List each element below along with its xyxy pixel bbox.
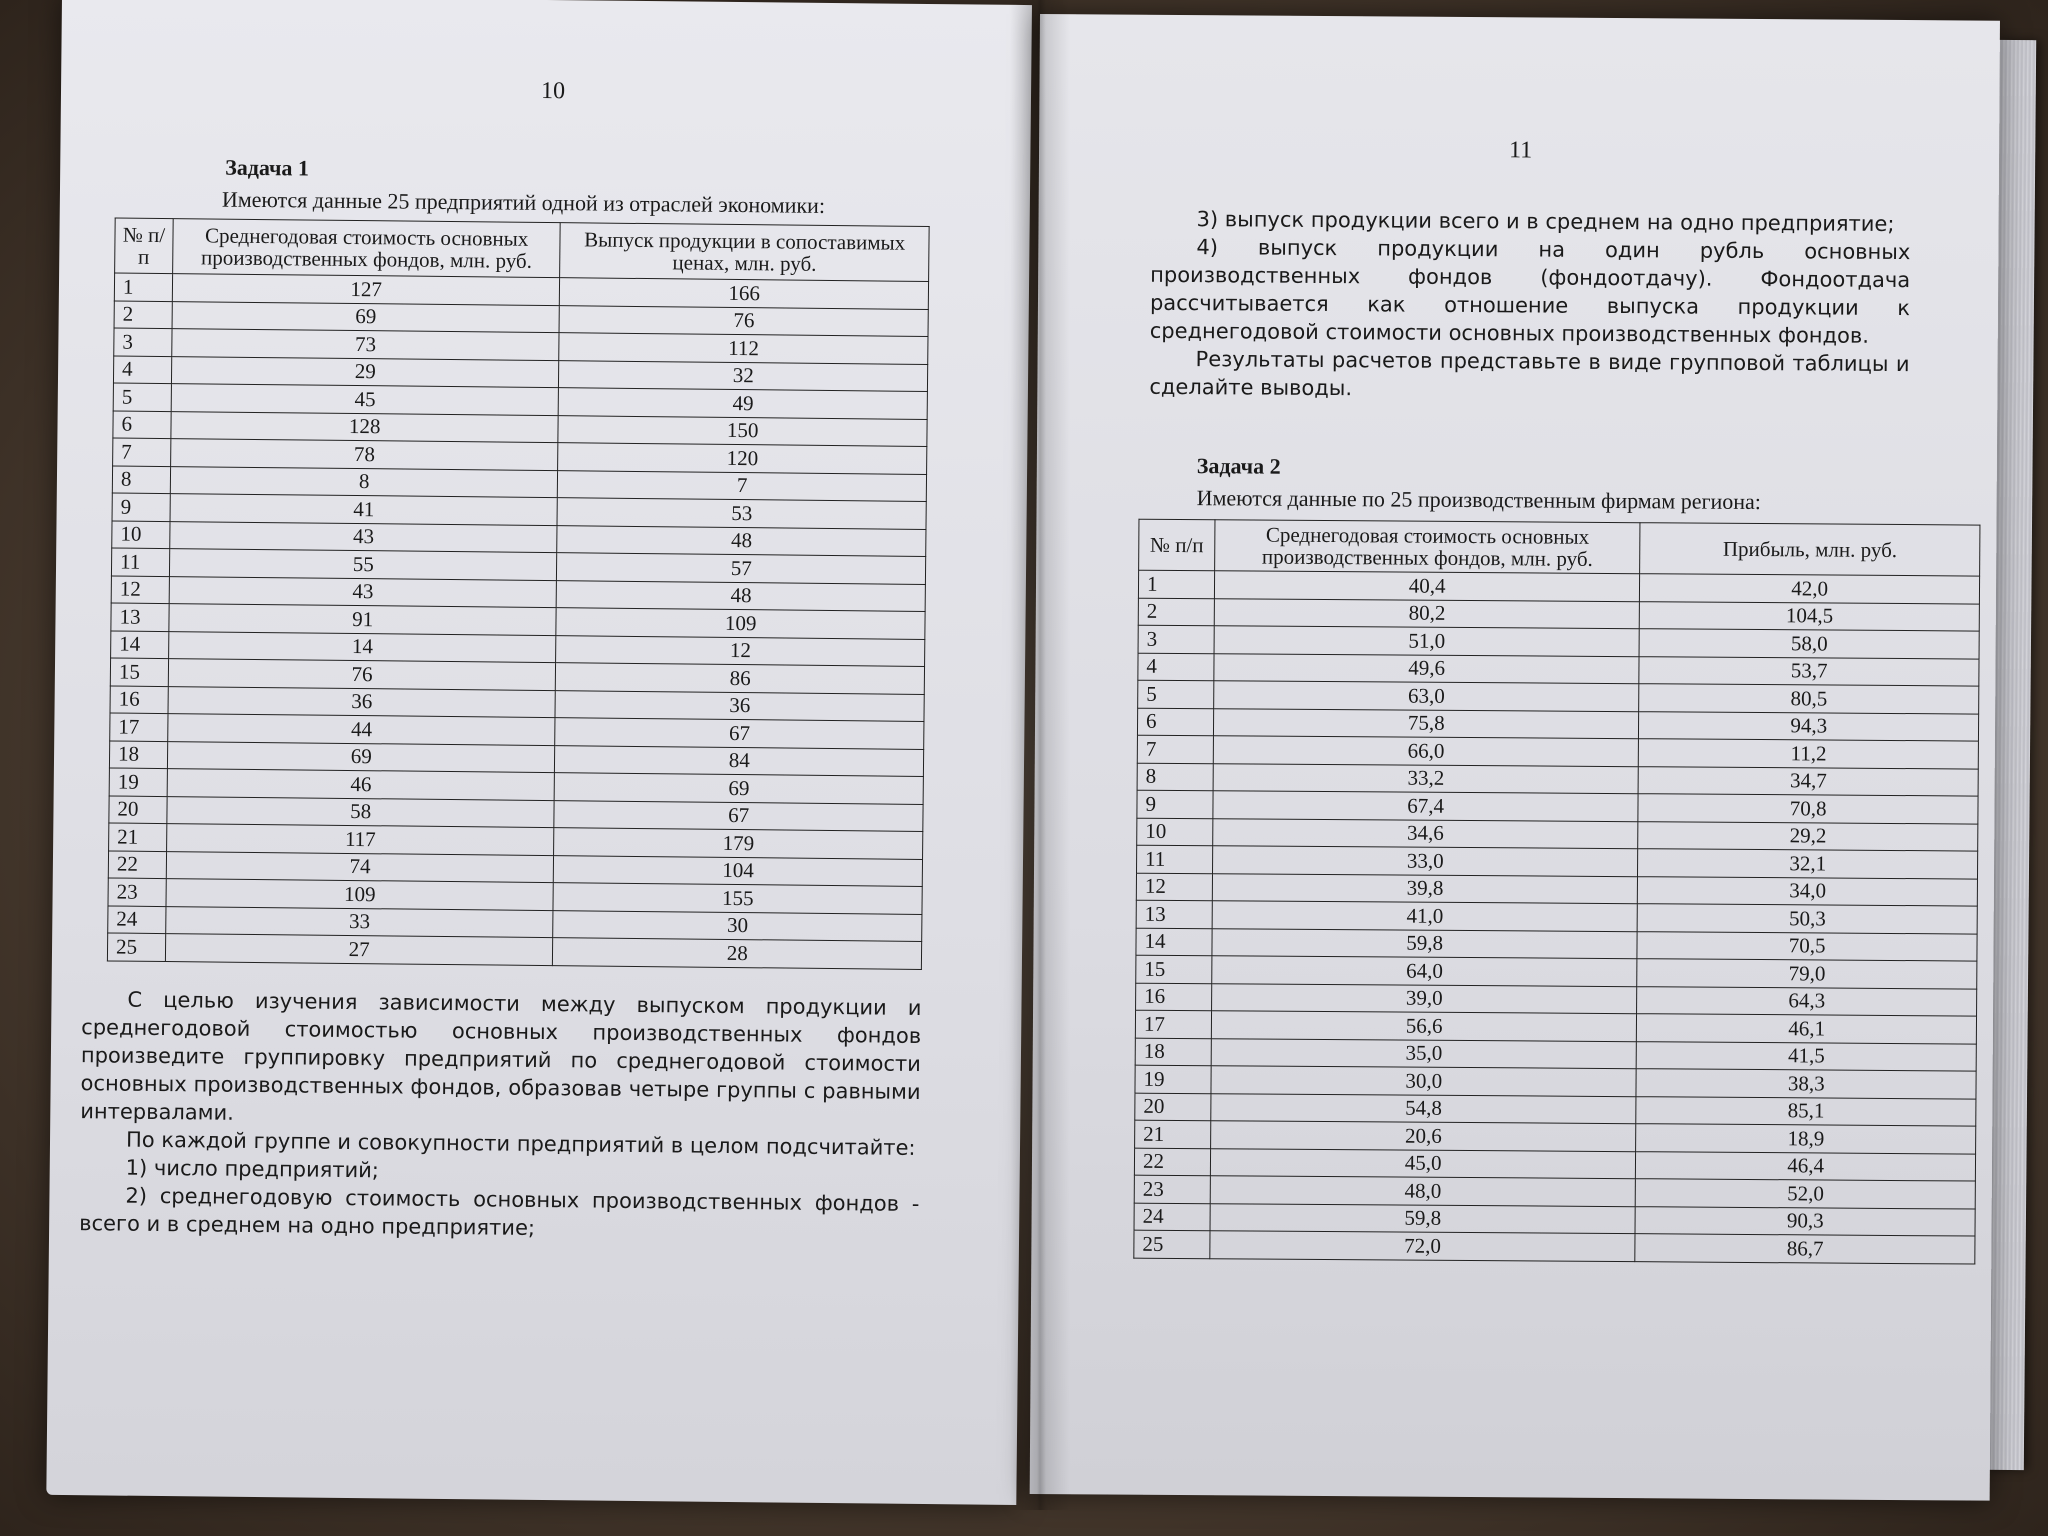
right-page — [1030, 14, 2000, 1501]
fixed-assets-cell: 40,4 — [1214, 571, 1640, 601]
fixed-assets-cell: 69 — [172, 301, 560, 333]
row-number-cell: 1 — [1138, 570, 1214, 598]
fixed-assets-cell: 55 — [169, 549, 557, 581]
row-number-cell: 24 — [1134, 1203, 1210, 1231]
task2-table — [1133, 519, 1980, 1264]
value-cell: 30 — [553, 910, 922, 941]
value-cell: 80,5 — [1639, 684, 1979, 714]
fixed-assets-cell: 39,8 — [1212, 873, 1638, 903]
value-cell: 38,3 — [1636, 1069, 1976, 1099]
fixed-assets-cell: 59,8 — [1212, 928, 1638, 958]
value-cell: 46,4 — [1636, 1151, 1976, 1181]
row-number-cell: 5 — [1138, 680, 1214, 708]
fixed-assets-cell: 41 — [170, 494, 558, 526]
fixed-assets-cell: 59,8 — [1210, 1203, 1636, 1233]
value-cell: 90,3 — [1635, 1206, 1975, 1236]
row-number-cell: 11 — [1137, 845, 1213, 873]
row-number-cell: 12 — [1136, 873, 1212, 901]
row-number-cell: 1 — [114, 273, 172, 301]
fixed-assets-cell: 34,6 — [1213, 818, 1639, 848]
value-cell: 85,1 — [1636, 1096, 1976, 1126]
table-header-row — [1139, 519, 1980, 576]
row-number-cell: 11 — [111, 548, 169, 576]
row-number-cell: 25 — [107, 933, 165, 961]
fixed-assets-cell: 127 — [172, 274, 560, 306]
row-number-cell: 3 — [1138, 625, 1214, 653]
row-number-cell: 12 — [111, 575, 169, 603]
page-number: 10 — [540, 77, 566, 105]
row-number-cell: 2 — [1138, 598, 1214, 626]
row-number-cell: 7 — [1137, 735, 1213, 763]
row-number-cell: 18 — [1135, 1038, 1211, 1066]
value-cell: 50,3 — [1638, 904, 1978, 934]
list-item: 3) выпуск продукции всего и в среднем на одно предприятие; — [1196, 207, 1895, 236]
fixed-assets-cell: 58 — [167, 796, 555, 828]
fixed-assets-cell: 33,0 — [1212, 846, 1638, 876]
table-header-row — [115, 218, 930, 282]
value-cell: 120 — [558, 443, 927, 474]
fixed-assets-cell: 49,6 — [1214, 653, 1640, 683]
column-header-fixed-assets: Среднегодовая стоимость основных производственных фондов, млн. руб. — [1215, 520, 1641, 574]
value-cell: 48 — [557, 580, 926, 611]
fixed-assets-cell: 45 — [171, 384, 559, 416]
value-cell: 79,0 — [1637, 959, 1977, 989]
value-cell: 109 — [556, 608, 925, 639]
row-number-cell: 19 — [109, 768, 167, 796]
fixed-assets-cell: 54,8 — [1211, 1093, 1637, 1123]
task1-text — [79, 985, 922, 1246]
row-number-cell: 13 — [111, 603, 169, 631]
value-cell: 104 — [554, 855, 923, 886]
row-number-cell: 22 — [108, 850, 166, 878]
row-number-cell: 14 — [1136, 928, 1212, 956]
column-header-number: № п/п — [115, 218, 174, 274]
row-number-cell: 17 — [110, 713, 168, 741]
fixed-assets-cell: 43 — [169, 576, 557, 608]
column-header-number: № п/п — [1139, 519, 1215, 571]
value-cell: 70,8 — [1638, 794, 1978, 824]
row-number-cell: 16 — [110, 685, 168, 713]
column-header-profit: Прибыль, млн. руб. — [1640, 523, 1980, 576]
value-cell: 52,0 — [1636, 1179, 1976, 1209]
column-header-output: Выпуск продукции в сопоставимых ценах, млн. руб. — [560, 223, 929, 282]
fixed-assets-cell: 69 — [167, 741, 555, 773]
row-number-cell: 17 — [1135, 1010, 1211, 1038]
row-number-cell: 14 — [111, 630, 169, 658]
row-number-cell: 21 — [1135, 1120, 1211, 1148]
value-cell: 48 — [557, 525, 926, 556]
value-cell: 150 — [558, 415, 927, 446]
fixed-assets-cell: 64,0 — [1212, 956, 1638, 986]
row-number-cell: 6 — [1137, 708, 1213, 736]
value-cell: 166 — [560, 278, 929, 309]
fixed-assets-cell: 78 — [171, 439, 559, 471]
fixed-assets-cell: 45,0 — [1210, 1148, 1636, 1178]
row-number-cell: 8 — [1137, 763, 1213, 791]
fixed-assets-cell: 48,0 — [1210, 1176, 1636, 1206]
row-number-cell: 25 — [1134, 1230, 1210, 1258]
row-number-cell: 8 — [112, 465, 170, 493]
fixed-assets-cell: 91 — [169, 604, 557, 636]
value-cell: 84 — [555, 745, 924, 776]
row-number-cell: 13 — [1136, 900, 1212, 928]
row-number-cell: 15 — [110, 658, 168, 686]
row-number-cell: 24 — [108, 905, 166, 933]
value-cell: 67 — [554, 800, 923, 831]
paragraph: С целью изучения зависимости между выпуском продукции и среднегодовой стоимостью основных производственных фондов произведите группировку предприятий по среднегодовой стоимости основных производственных фондов, образовав четыре группы с равными интервалами. — [80, 987, 922, 1125]
row-number-cell: 6 — [113, 410, 171, 438]
row-number-cell: 4 — [1138, 653, 1214, 681]
fixed-assets-cell: 117 — [167, 824, 555, 856]
value-cell: 57 — [557, 553, 926, 584]
fixed-assets-cell: 20,6 — [1211, 1121, 1637, 1151]
row-number-cell: 23 — [1134, 1175, 1210, 1203]
value-cell: 41,5 — [1637, 1041, 1977, 1071]
fixed-assets-cell: 33,2 — [1213, 763, 1639, 793]
fixed-assets-cell: 74 — [166, 851, 554, 883]
row-number-cell: 7 — [113, 438, 171, 466]
fixed-assets-cell: 43 — [170, 521, 558, 553]
value-cell: 64,3 — [1637, 986, 1977, 1016]
value-cell: 49 — [559, 388, 928, 419]
list-item: 1) число предприятий; — [125, 1155, 380, 1183]
row-number-cell: 15 — [1136, 955, 1212, 983]
row-number-cell: 22 — [1134, 1148, 1210, 1176]
fixed-assets-cell: 67,4 — [1213, 791, 1639, 821]
row-number-cell: 21 — [109, 823, 167, 851]
table-row — [1134, 1230, 1975, 1263]
fixed-assets-cell: 29 — [171, 356, 559, 388]
value-cell: 11,2 — [1639, 739, 1979, 769]
value-cell: 53 — [557, 498, 926, 529]
column-header-fixed-assets: Среднегодовая стоимость основных производственных фондов, млн. руб. — [173, 219, 561, 278]
paragraph: Результаты расчетов представьте в виде групповой таблицы и сделайте выводы. — [1149, 347, 1910, 401]
value-cell: 29,2 — [1638, 821, 1978, 851]
value-cell: 86 — [556, 663, 925, 694]
fixed-assets-cell: 76 — [168, 659, 556, 691]
row-number-cell: 2 — [114, 300, 172, 328]
value-cell: 86,7 — [1635, 1234, 1975, 1264]
value-cell: 36 — [555, 690, 924, 721]
fixed-assets-cell: 128 — [171, 411, 559, 443]
row-number-cell: 4 — [113, 355, 171, 383]
value-cell: 58,0 — [1639, 629, 1979, 659]
row-number-cell: 3 — [114, 328, 172, 356]
value-cell: 76 — [559, 305, 928, 336]
value-cell: 53,7 — [1639, 656, 1979, 686]
fixed-assets-cell: 14 — [169, 631, 557, 663]
fixed-assets-cell: 27 — [165, 934, 553, 966]
value-cell: 179 — [554, 828, 923, 859]
list-item: 2) среднегодовую стоимость основных производственных фондов - всего и в среднем на одно предприятие; — [79, 1183, 920, 1240]
fixed-assets-cell: 80,2 — [1214, 598, 1640, 628]
fixed-assets-cell: 75,8 — [1213, 708, 1639, 738]
fixed-assets-cell: 35,0 — [1211, 1038, 1637, 1068]
row-number-cell: 16 — [1136, 983, 1212, 1011]
list-item: 4) выпуск продукции на один рубль основных производственных фондов (фондоотдачу). Фондоотдача рассчитывается как отношение выпуска продукции к среднегодовой стоимости основных производственных фондов. — [1149, 235, 1911, 348]
task2-title: Задача 2 — [1196, 453, 1281, 479]
task1-table — [107, 217, 930, 969]
row-number-cell: 10 — [112, 520, 170, 548]
fixed-assets-cell: 44 — [168, 714, 556, 746]
value-cell: 94,3 — [1639, 711, 1979, 741]
fixed-assets-cell: 73 — [172, 329, 560, 361]
fixed-assets-cell: 63,0 — [1214, 681, 1640, 711]
fixed-assets-cell: 33 — [166, 906, 554, 938]
value-cell: 32,1 — [1638, 849, 1978, 879]
task2-intro: Имеются данные по 25 производственным фирмам региона: — [1196, 485, 1762, 515]
value-cell: 32 — [559, 360, 928, 391]
fixed-assets-cell: 36 — [168, 686, 556, 718]
row-number-cell: 23 — [108, 878, 166, 906]
value-cell: 104,5 — [1640, 601, 1980, 631]
fixed-assets-cell: 56,6 — [1211, 1011, 1637, 1041]
fixed-assets-cell: 8 — [170, 466, 558, 498]
value-cell: 12 — [556, 635, 925, 666]
value-cell: 42,0 — [1640, 574, 1980, 604]
left-page — [46, 0, 1032, 1505]
row-number-cell: 5 — [113, 383, 171, 411]
value-cell: 34,7 — [1639, 766, 1979, 796]
fixed-assets-cell: 72,0 — [1210, 1231, 1636, 1261]
value-cell: 69 — [555, 773, 924, 804]
fixed-assets-cell: 66,0 — [1213, 736, 1639, 766]
task1-intro: Имеются данные 25 предприятий одной из отраслей экономики: — [221, 186, 826, 218]
fixed-assets-cell: 39,0 — [1211, 983, 1637, 1013]
value-cell: 112 — [559, 333, 928, 364]
row-number-cell: 9 — [112, 493, 170, 521]
task1-title: Задача 1 — [225, 154, 310, 181]
value-cell: 70,5 — [1637, 931, 1977, 961]
value-cell: 155 — [553, 883, 922, 914]
fixed-assets-cell: 30,0 — [1211, 1066, 1637, 1096]
page-number: 11 — [1508, 137, 1533, 164]
fixed-assets-cell: 46 — [167, 769, 555, 801]
value-cell: 28 — [553, 938, 922, 969]
value-cell: 67 — [555, 718, 924, 749]
fixed-assets-cell: 41,0 — [1212, 901, 1638, 931]
row-number-cell: 20 — [1135, 1093, 1211, 1121]
row-number-cell: 19 — [1135, 1065, 1211, 1093]
fixed-assets-cell: 109 — [166, 879, 554, 911]
value-cell: 7 — [558, 470, 927, 501]
row-number-cell: 10 — [1137, 818, 1213, 846]
value-cell: 34,0 — [1638, 876, 1978, 906]
row-number-cell: 9 — [1137, 790, 1213, 818]
row-number-cell: 20 — [109, 795, 167, 823]
paragraph: По каждой группе и совокупности предприятий в целом подсчитайте: — [125, 1127, 916, 1160]
row-number-cell: 18 — [109, 740, 167, 768]
fixed-assets-cell: 51,0 — [1214, 626, 1640, 656]
value-cell: 46,1 — [1637, 1014, 1977, 1044]
value-cell: 18,9 — [1636, 1124, 1976, 1154]
task1-continued-text — [1149, 205, 1910, 406]
